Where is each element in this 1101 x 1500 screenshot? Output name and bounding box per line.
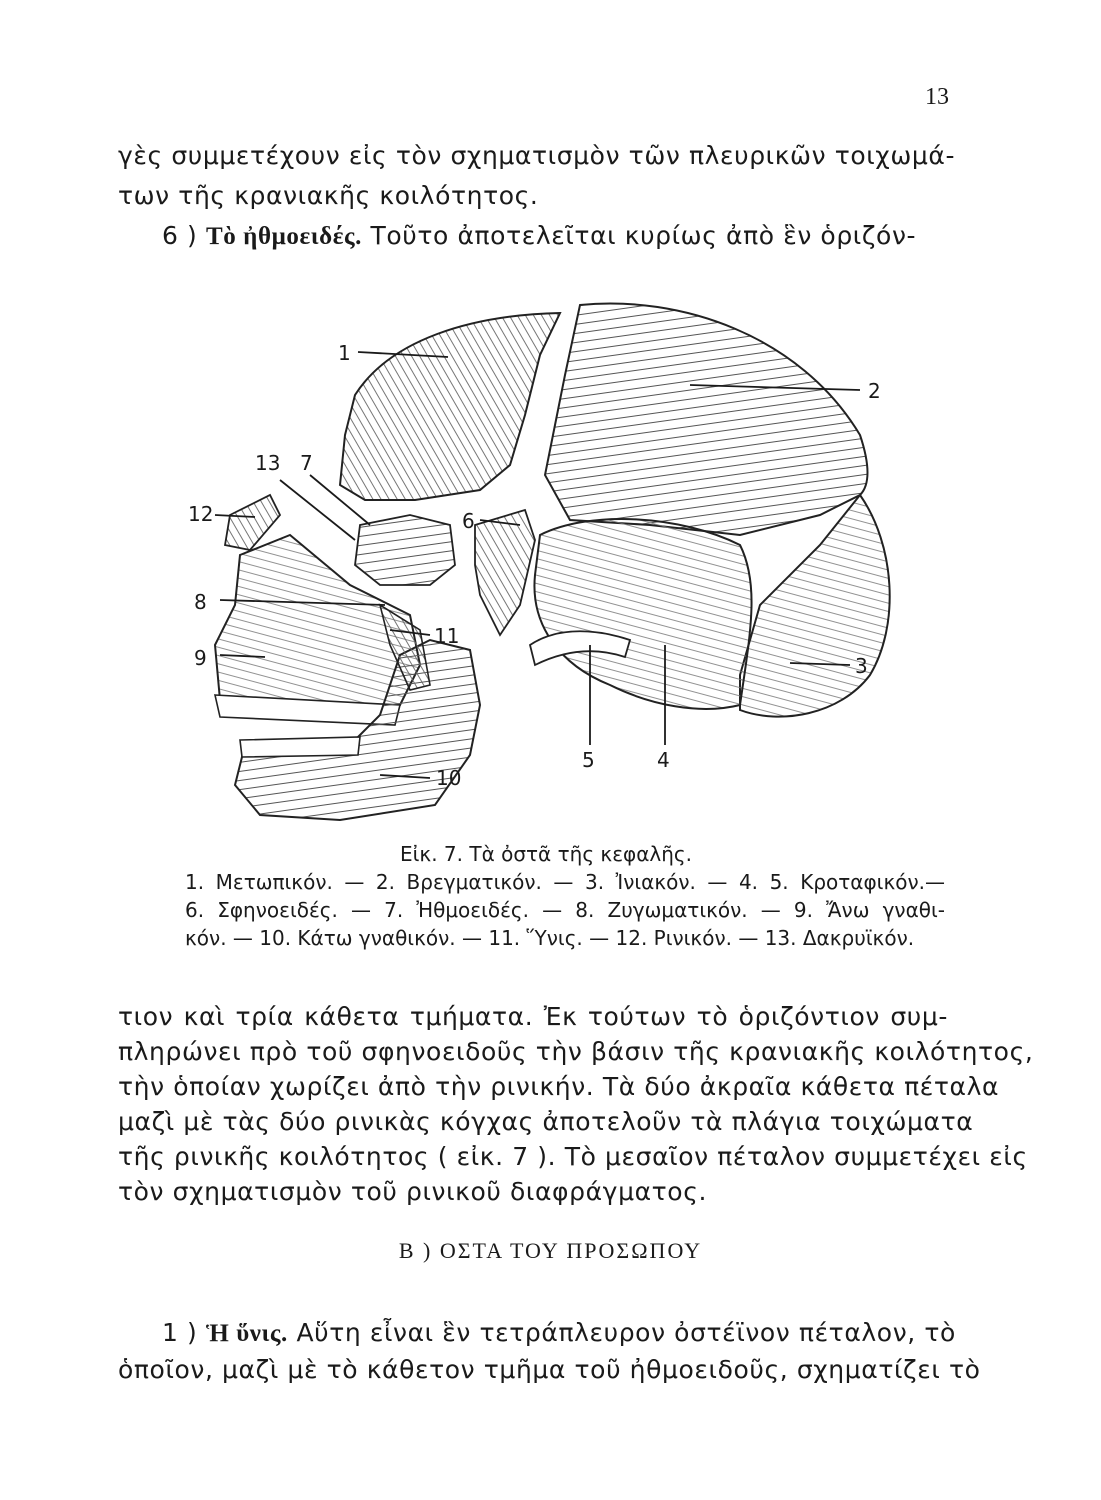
item-title-ethmoid: Τὸ ἠθμοειδές.: [205, 223, 362, 250]
text-line-1: γὲς συμμετέχουν εἰς τὸν σχηματισμὸν τῶν πλευρικῶν τοιχωμά-: [118, 141, 956, 170]
body-line-4: μαζὶ μὲ τὰς δύο ρινικὰς κόγχας ἀποτελοῦν τὰ πλάγια τοιχώματα: [118, 1107, 974, 1136]
label-12: 12: [188, 502, 214, 526]
text-line-3: [162, 221, 948, 251]
body-line-5: τῆς ρινικῆς κοιλότητος ( εἰκ. 7 ). Τὸ μεσαῖον πέταλον συμμετέχει εἰς: [118, 1142, 1028, 1171]
ethmoid-bone: [355, 515, 455, 585]
lower-teeth: [240, 737, 360, 757]
page-number: 13: [925, 84, 949, 110]
section-heading: Β ) ΟΣΤΑ ΤΟΥ ΠΡΟΣΩΠΟΥ: [398, 1238, 703, 1263]
label-2: 2: [868, 379, 881, 403]
sphenoid-bone: [475, 510, 535, 635]
figure-caption-title: Εἰκ. 7. Τὰ ὀστᾶ τῆς κεφαλῆς.: [400, 842, 692, 866]
bottom-line-2: ὁποῖον, μαζὶ μὲ τὸ κάθετον τμῆμα τοῦ ἠθμοειδοῦς, σχηματίζει τὸ: [118, 1355, 981, 1384]
label-7: 7: [300, 451, 313, 475]
item-number: 1 ): [162, 1318, 206, 1347]
body-line-6: τὸν σχηματισμὸν τοῦ ρινικοῦ διαφράγματος.: [118, 1177, 708, 1206]
temporal-bone: [534, 519, 751, 709]
item-title-vomer: Ἡ ὕνις.: [205, 1320, 288, 1347]
body-line-3: τὴν ὁποίαν χωρίζει ἀπὸ τὴν ρινικήν. Τὰ δύο ἀκραῖα κάθετα πέταλα: [118, 1072, 1000, 1101]
caption-line-2: 6. Σφηνοειδές. — 7. Ἠθμοειδές. — 8. Ζυγωματικόν. — 9. Ἄνω γναθι-: [185, 898, 945, 922]
label-13: 13: [255, 451, 281, 475]
parietal-bone: [545, 304, 868, 535]
bottom-line-1: [162, 1318, 956, 1348]
body-line-1: τιον καὶ τρία κάθετα τμήματα. Ἐκ τούτων τὸ ὁριζόντιον συμ-: [118, 1002, 948, 1031]
caption-line-1: 1. Μετωπικόν. — 2. Βρεγματικόν. — 3. Ἰνιακόν. — 4. 5. Κροταφικόν.—: [185, 870, 945, 894]
label-9: 9: [194, 646, 207, 670]
label-11: 11: [434, 624, 460, 648]
label-8: 8: [194, 590, 207, 614]
item-text: Αὕτη εἶναι ἓν τετράπλευρον ὀστέϊνον πέταλον, τὸ: [287, 1318, 956, 1347]
label-4: 4: [657, 748, 670, 772]
label-3: 3: [855, 654, 868, 678]
label-6: 6: [462, 509, 475, 533]
text-line-2: των τῆς κρανιακῆς κοιλότητος.: [118, 181, 539, 210]
label-10: 10: [436, 766, 462, 790]
body-line-2: πληρώνει πρὸ τοῦ σφηνοειδοῦς τὴν βάσιν τῆς κρανιακῆς κοιλότητος,: [118, 1037, 1034, 1066]
caption-line-3: κόν. — 10. Κάτω γναθικόν. — 11. Ὕνις. — 12. Ρινικόν. — 13. Δακρυϊκόν.: [185, 926, 915, 950]
item-number: 6 ): [162, 221, 206, 250]
label-1: 1: [338, 341, 351, 365]
frontal-bone: [340, 313, 560, 500]
skull-figure: [180, 285, 900, 830]
label-5: 5: [582, 748, 595, 772]
item-text: Τοῦτο ἀποτελεῖται κυρίως ἀπὸ ἓν ὁριζόν-: [361, 221, 917, 250]
